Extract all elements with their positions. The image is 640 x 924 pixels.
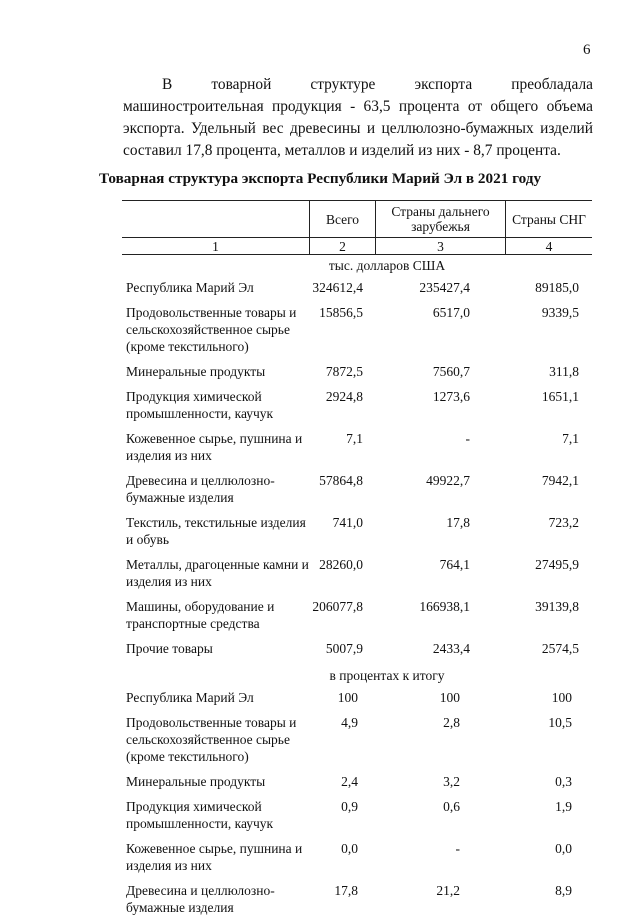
row-far-abroad-value: 21,2: [436, 883, 460, 898]
page-number: 6: [583, 42, 591, 58]
table-row: [122, 598, 592, 632]
row-name: Республика Марий Эл: [126, 280, 254, 295]
section-label-percent: в процентах к итогу: [329, 668, 445, 683]
row-total-value: 5007,9: [325, 641, 363, 656]
table-row: [122, 472, 592, 506]
row-name: Республика Марий Эл: [126, 690, 254, 705]
header-cell-empty: [122, 201, 309, 237]
row-cis-value: 723,2: [548, 515, 579, 530]
header-cis: Страны СНГ: [505, 201, 592, 237]
row-far-abroad-value: 235427,4: [419, 280, 470, 295]
table-row: [122, 840, 592, 874]
row-cis-value: 0,0: [555, 841, 572, 856]
row-total-value: 7872,5: [325, 364, 363, 379]
table-header-row: [122, 200, 592, 238]
section-percent-rows: [122, 689, 592, 916]
row-name: Кожевенное сырье, пушнина и изделия из них: [126, 431, 303, 463]
row-cis-value: 1,9: [555, 799, 572, 814]
row-name: Текстиль, текстильные изделия и обувь: [126, 515, 306, 547]
row-far-abroad-value: 166938,1: [419, 599, 470, 614]
row-far-abroad-value: 49922,7: [426, 473, 470, 488]
row-name: Металлы, драгоценные камни и изделия из них: [126, 557, 309, 589]
row-far-abroad-value: 17,8: [446, 515, 470, 530]
row-total-value: 28260,0: [319, 557, 363, 572]
row-far-abroad-value: 6517,0: [432, 305, 470, 320]
row-total-value: 7,1: [346, 431, 363, 446]
row-cis-value: 100: [551, 690, 572, 705]
table-row: [122, 773, 592, 790]
section-label-thousands: тыс. долларов США: [328, 258, 446, 273]
table-row: [122, 689, 592, 706]
column-number-row: [122, 238, 592, 255]
row-total-value: 4,9: [341, 715, 358, 730]
row-total-value: 324612,4: [312, 280, 363, 295]
row-total-value: 17,8: [334, 883, 358, 898]
row-total-value: 2924,8: [325, 389, 363, 404]
table-row: [122, 556, 592, 590]
table-title: Товарная структура экспорта Республики Марий Эл в 2021 году: [98, 170, 542, 187]
row-name: Древесина и целлюлозно-бумажные изделия: [126, 473, 275, 505]
row-far-abroad-value: 7560,7: [432, 364, 470, 379]
row-cis-value: 311,8: [549, 364, 579, 379]
row-far-abroad-value: 100: [439, 690, 460, 705]
row-cis-value: 7942,1: [541, 473, 579, 488]
row-name: Кожевенное сырье, пушнина и изделия из них: [126, 841, 303, 873]
row-far-abroad-value: -: [465, 431, 470, 446]
row-name: Машины, оборудование и транспортные средства: [126, 599, 275, 631]
row-cis-value: 10,5: [548, 715, 572, 730]
row-far-abroad-value: 1273,6: [432, 389, 470, 404]
row-cis-value: 9339,5: [541, 305, 579, 320]
row-name: Продукция химической промышленности, каучук: [126, 389, 274, 421]
intro-paragraph: В товарной структуре экспорта преобладала машиностроительная продукция - 63,5 процента от общего объема экспорта. Удельный вес древесины и целлюлозно-бумажных изделий составил 17,8 процента, металлов и изделий из них - 8,7 процента.: [123, 76, 593, 159]
export-structure-table: [122, 200, 592, 924]
row-name: Минеральные продукты: [126, 364, 266, 379]
row-cis-value: 2574,5: [541, 641, 579, 656]
table-row: [122, 640, 592, 657]
row-name: Прочие товары: [126, 641, 213, 656]
row-cis-value: 8,9: [555, 883, 572, 898]
table-row: [122, 388, 592, 422]
row-far-abroad-value: 2433,4: [432, 641, 470, 656]
table-row: [122, 798, 592, 832]
row-name: Продукция химической промышленности, каучук: [126, 799, 274, 831]
column-number-3: 3: [375, 238, 505, 254]
row-far-abroad-value: 2,8: [443, 715, 460, 730]
table-row: [122, 304, 592, 355]
header-total: Всего: [309, 201, 375, 237]
table-row: [122, 363, 592, 380]
table-row: [122, 714, 592, 765]
row-total-value: 741,0: [332, 515, 363, 530]
row-name: Продовольственные товары и сельскохозяйственное сырье (кроме текстильного): [126, 715, 297, 764]
table-row: [122, 514, 592, 548]
table-row: [122, 882, 592, 916]
row-total-value: 57864,8: [319, 473, 363, 488]
row-total-value: 0,9: [341, 799, 358, 814]
row-total-value: 0,0: [341, 841, 358, 856]
row-total-value: 206077,8: [312, 599, 363, 614]
row-name: Минеральные продукты: [126, 774, 266, 789]
row-cis-value: 1651,1: [541, 389, 579, 404]
row-far-abroad-value: -: [455, 841, 460, 856]
row-cis-value: 89185,0: [535, 280, 579, 295]
row-total-value: 100: [337, 690, 358, 705]
row-cis-value: 27495,9: [535, 557, 579, 572]
column-number-2: 2: [309, 238, 375, 254]
column-number-1: 1: [212, 238, 219, 254]
row-cis-value: 39139,8: [535, 599, 579, 614]
row-name: Продовольственные товары и сельскохозяйственное сырье (кроме текстильного): [126, 305, 297, 354]
row-total-value: 15856,5: [319, 305, 363, 320]
section-thousands-rows: [122, 279, 592, 657]
row-cis-value: 0,3: [555, 774, 572, 789]
row-total-value: 2,4: [341, 774, 358, 789]
table-row: [122, 430, 592, 464]
row-name: Древесина и целлюлозно-бумажные изделия: [126, 883, 275, 915]
column-number-4: 4: [505, 238, 592, 254]
header-far-abroad: Страны дальнего зарубежья: [375, 201, 505, 237]
table-row: [122, 279, 592, 296]
row-cis-value: 7,1: [562, 431, 579, 446]
row-far-abroad-value: 3,2: [443, 774, 460, 789]
row-far-abroad-value: 0,6: [443, 799, 460, 814]
row-far-abroad-value: 764,1: [439, 557, 470, 572]
